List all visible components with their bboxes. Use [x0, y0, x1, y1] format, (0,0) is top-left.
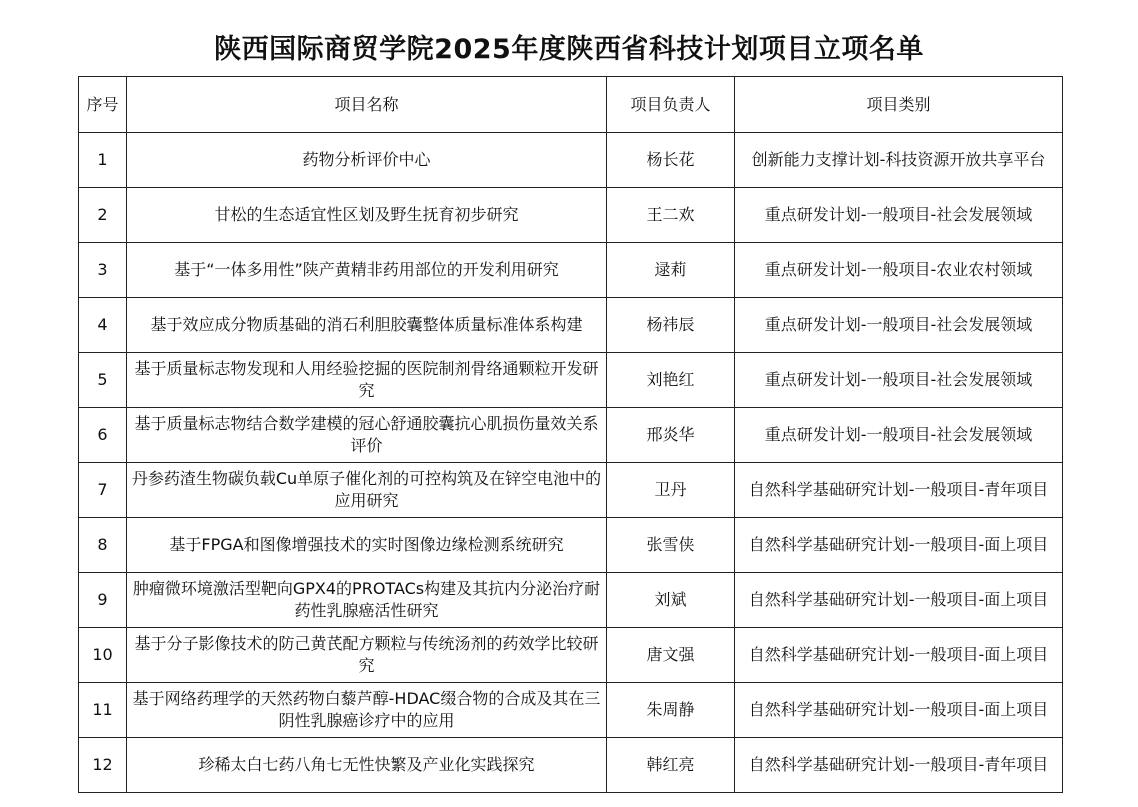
table-row [79, 573, 1063, 628]
table-row [79, 738, 1063, 793]
table-row [79, 243, 1063, 298]
header-project-category: 项目类别 [735, 77, 1063, 133]
cell-serial-number: 3 [79, 243, 127, 298]
table-row [79, 133, 1063, 188]
cell-project-name: 丹参药渣生物碳负载Cu单原子催化剂的可控构筑及在锌空电池中的应用研究 [127, 463, 607, 518]
cell-project-name: 基于网络药理学的天然药物白藜芦醇-HDAC缀合物的合成及其在三阴性乳腺癌诊疗中的应用 [127, 683, 607, 738]
cell-serial-number: 2 [79, 188, 127, 243]
project-table [78, 76, 1063, 793]
cell-project-category: 重点研发计划-一般项目-社会发展领域 [735, 408, 1063, 463]
table-row [79, 188, 1063, 243]
cell-project-category: 自然科学基础研究计划-一般项目-面上项目 [735, 628, 1063, 683]
cell-project-category: 自然科学基础研究计划-一般项目-青年项目 [735, 738, 1063, 793]
cell-project-category: 创新能力支撑计划-科技资源开放共享平台 [735, 133, 1063, 188]
cell-serial-number: 4 [79, 298, 127, 353]
cell-serial-number: 7 [79, 463, 127, 518]
cell-serial-number: 8 [79, 518, 127, 573]
cell-project-leader: 卫丹 [607, 463, 735, 518]
cell-project-name: 基于FPGA和图像增强技术的实时图像边缘检测系统研究 [127, 518, 607, 573]
cell-project-category: 重点研发计划-一般项目-社会发展领域 [735, 353, 1063, 408]
cell-project-name: 基于分子影像技术的防己黄芪配方颗粒与传统汤剂的药效学比较研究 [127, 628, 607, 683]
cell-project-leader: 刘艳红 [607, 353, 735, 408]
table-row [79, 683, 1063, 738]
cell-project-leader: 王二欢 [607, 188, 735, 243]
cell-serial-number: 5 [79, 353, 127, 408]
cell-project-name: 基于质量标志物结合数学建模的冠心舒通胶囊抗心肌损伤量效关系评价 [127, 408, 607, 463]
cell-serial-number: 12 [79, 738, 127, 793]
cell-project-leader: 刘斌 [607, 573, 735, 628]
table-row [79, 463, 1063, 518]
cell-project-category: 重点研发计划-一般项目-社会发展领域 [735, 298, 1063, 353]
header-project-leader: 项目负责人 [607, 77, 735, 133]
cell-project-category: 重点研发计划-一般项目-社会发展领域 [735, 188, 1063, 243]
cell-project-leader: 韩红亮 [607, 738, 735, 793]
table-row [79, 353, 1063, 408]
cell-project-leader: 杨祎辰 [607, 298, 735, 353]
cell-project-name: 基于效应成分物质基础的消石利胆胶囊整体质量标准体系构建 [127, 298, 607, 353]
cell-project-leader: 张雪侠 [607, 518, 735, 573]
cell-project-name: 肿瘤微环境激活型靶向GPX4的PROTACs构建及其抗内分泌治疗耐药性乳腺癌活性研究 [127, 573, 607, 628]
table-row [79, 628, 1063, 683]
cell-project-leader: 邢炎华 [607, 408, 735, 463]
cell-serial-number: 9 [79, 573, 127, 628]
cell-project-category: 重点研发计划-一般项目-农业农村领域 [735, 243, 1063, 298]
cell-project-category: 自然科学基础研究计划-一般项目-青年项目 [735, 463, 1063, 518]
header-serial-number: 序号 [79, 77, 127, 133]
cell-project-leader: 唐文强 [607, 628, 735, 683]
cell-project-category: 自然科学基础研究计划-一般项目-面上项目 [735, 573, 1063, 628]
page-title: 陕西国际商贸学院2025年度陕西省科技计划项目立项名单 [214, 34, 924, 65]
cell-project-leader: 杨长花 [607, 133, 735, 188]
table-header-row [79, 77, 1063, 133]
cell-project-leader: 朱周静 [607, 683, 735, 738]
cell-serial-number: 1 [79, 133, 127, 188]
table-row [79, 518, 1063, 573]
cell-project-name: 基于质量标志物发现和人用经验挖掘的医院制剂骨络通颗粒开发研究 [127, 353, 607, 408]
cell-project-name: 药物分析评价中心 [127, 133, 607, 188]
cell-project-leader: 逯莉 [607, 243, 735, 298]
cell-serial-number: 10 [79, 628, 127, 683]
table-row [79, 298, 1063, 353]
cell-project-name: 甘松的生态适宜性区划及野生抚育初步研究 [127, 188, 607, 243]
cell-project-name: 珍稀太白七药八角七无性快繁及产业化实践探究 [127, 738, 607, 793]
cell-project-category: 自然科学基础研究计划-一般项目-面上项目 [735, 683, 1063, 738]
table-row [79, 408, 1063, 463]
cell-serial-number: 6 [79, 408, 127, 463]
cell-project-name: 基于“一体多用性”陕产黄精非药用部位的开发利用研究 [127, 243, 607, 298]
header-project-name: 项目名称 [127, 77, 607, 133]
cell-serial-number: 11 [79, 683, 127, 738]
cell-project-category: 自然科学基础研究计划-一般项目-面上项目 [735, 518, 1063, 573]
